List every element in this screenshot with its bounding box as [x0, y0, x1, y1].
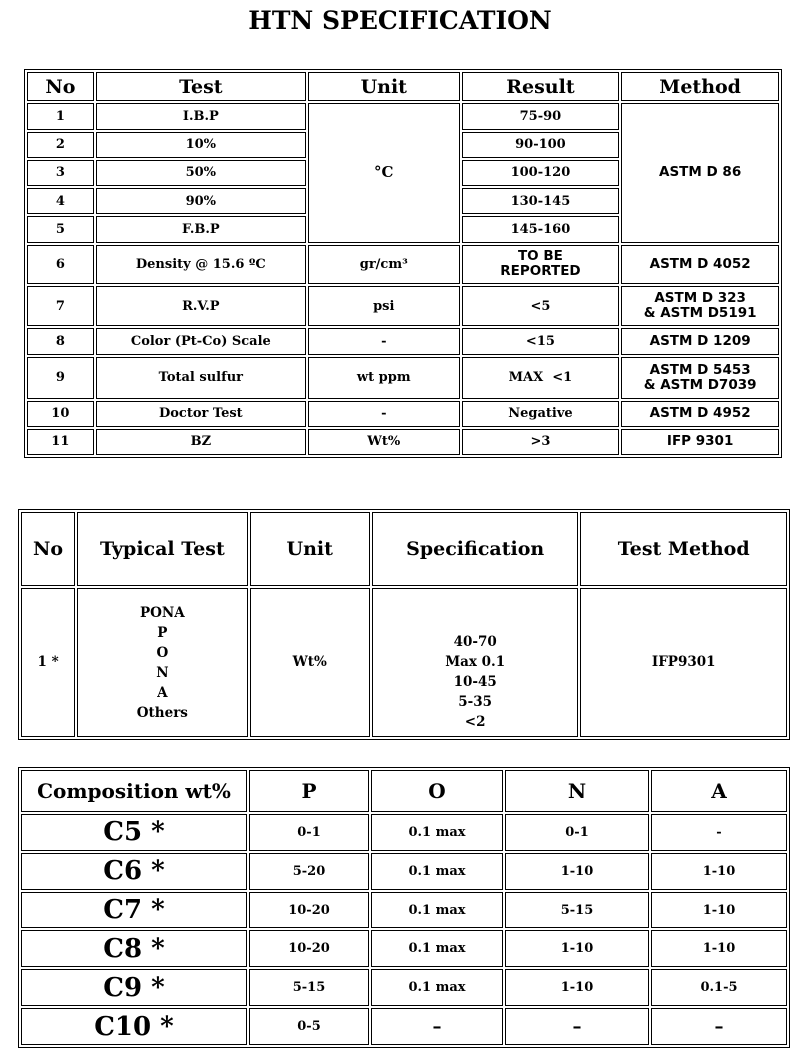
distillation-method: ASTM D 86 [621, 103, 779, 242]
row-result: 130-145 [462, 188, 620, 214]
header-n: N [505, 770, 649, 812]
table-header-row [27, 72, 779, 101]
row-test: 10% [96, 132, 306, 158]
row-p: 0-5 [249, 1008, 369, 1045]
row-p: 5-20 [249, 853, 369, 890]
row-test: BZ [96, 429, 306, 455]
header-result: Result [462, 72, 620, 101]
htn-spec-table [24, 69, 782, 458]
page-title: HTN SPECIFICATION [248, 6, 552, 35]
row-result: 75-90 [462, 103, 620, 129]
row-specifications [372, 588, 579, 737]
spec-line: 10-45 [453, 673, 497, 690]
row-method: IFP 9301 [621, 429, 779, 455]
row-result: <15 [462, 328, 620, 354]
row-a: 0.1-5 [651, 969, 787, 1006]
row-n: 0-1 [505, 814, 649, 851]
result-line: REPORTED [500, 263, 581, 280]
row-test: Density @ 15.6 ºC [96, 245, 306, 285]
row-composition: C9 * [21, 969, 247, 1006]
row-n: 1-10 [505, 969, 649, 1006]
header-method: Method [621, 72, 779, 101]
test-line: Others [136, 704, 188, 721]
row-test: R.V.P [96, 286, 306, 326]
row-method [621, 357, 779, 399]
row-unit: psi [308, 286, 460, 326]
row-result: MAX <1 [462, 357, 620, 399]
row-test: I.B.P [96, 103, 306, 129]
table-row [21, 892, 787, 929]
row-result: Negative [462, 401, 620, 427]
header-test-method: Test Method [580, 512, 787, 586]
row-p: 5-15 [249, 969, 369, 1006]
row-unit: gr/cm³ [308, 245, 460, 285]
row-method: ASTM D 4052 [621, 245, 779, 285]
row-o: 0.1 max [371, 969, 503, 1006]
row-no: 3 [27, 160, 94, 186]
table-row [21, 588, 787, 737]
row-composition: C5 * [21, 814, 247, 851]
row-unit: wt ppm [308, 357, 460, 399]
row-composition: C8 * [21, 930, 247, 967]
spec-line: Max 0.1 [445, 653, 506, 670]
table-row [27, 328, 779, 354]
header-test: Test [96, 72, 306, 101]
row-o: – [371, 1008, 503, 1045]
method-line: ASTM D 323 [654, 290, 746, 307]
table-row [21, 1008, 787, 1045]
method-line: & ASTM D5191 [643, 305, 757, 322]
row-p: 10-20 [249, 930, 369, 967]
row-unit: - [308, 328, 460, 354]
row-no: 1 [27, 103, 94, 129]
method-line: & ASTM D7039 [643, 376, 757, 393]
header-composition: Composition wt% [21, 770, 247, 812]
row-n: 5-15 [505, 892, 649, 929]
row-no: 4 [27, 188, 94, 214]
table-row [21, 814, 787, 851]
row-composition: C7 * [21, 892, 247, 929]
row-result: >3 [462, 429, 620, 455]
row-method: ASTM D 1209 [621, 328, 779, 354]
test-line: P [157, 624, 168, 641]
row-test: Total sulfur [96, 357, 306, 399]
table-row [27, 103, 779, 129]
test-line: PONA [139, 604, 185, 621]
header-unit: Unit [308, 72, 460, 101]
spec-line: <2 [464, 713, 486, 730]
row-result: 100-120 [462, 160, 620, 186]
row-o: 0.1 max [371, 892, 503, 929]
row-no: 1 * [21, 588, 75, 737]
table-row [27, 357, 779, 399]
table-row [21, 930, 787, 967]
row-test: 90% [96, 188, 306, 214]
row-composition: C6 * [21, 853, 247, 890]
result-line: TO BE [517, 248, 563, 265]
row-result: <5 [462, 286, 620, 326]
row-method: ASTM D 4952 [621, 401, 779, 427]
row-unit: Wt% [250, 588, 370, 737]
row-no: 6 [27, 245, 94, 285]
table-header-row [21, 770, 787, 812]
row-test: 50% [96, 160, 306, 186]
row-no: 10 [27, 401, 94, 427]
row-a: - [651, 814, 787, 851]
row-method [621, 286, 779, 326]
row-no: 7 [27, 286, 94, 326]
table-row [27, 245, 779, 285]
table-row [27, 429, 779, 455]
spec-line: 5-35 [458, 693, 493, 710]
test-line: A [157, 684, 168, 701]
row-no: 9 [27, 357, 94, 399]
row-test: F.B.P [96, 216, 306, 242]
row-n: 1-10 [505, 853, 649, 890]
row-no: 5 [27, 216, 94, 242]
row-test: Color (Pt-Co) Scale [96, 328, 306, 354]
test-line: O [156, 644, 169, 661]
header-unit: Unit [250, 512, 370, 586]
composition-table [18, 767, 790, 1048]
row-p: 10-20 [249, 892, 369, 929]
row-a: 1-10 [651, 853, 787, 890]
row-unit: Wt% [308, 429, 460, 455]
method-line: ASTM D 5453 [649, 361, 751, 378]
header-typical-test: Typical Test [77, 512, 247, 586]
header-p: P [249, 770, 369, 812]
table-row [27, 401, 779, 427]
row-a: 1-10 [651, 930, 787, 967]
header-a: A [651, 770, 787, 812]
row-test: Doctor Test [96, 401, 306, 427]
row-no: 8 [27, 328, 94, 354]
row-composition: C10 * [21, 1008, 247, 1045]
header-o: O [371, 770, 503, 812]
row-result [462, 245, 620, 285]
table-row [21, 853, 787, 890]
row-o: 0.1 max [371, 814, 503, 851]
row-n: – [505, 1008, 649, 1045]
row-p: 0-1 [249, 814, 369, 851]
row-typical-tests [77, 588, 247, 737]
test-line: N [156, 664, 169, 681]
row-a: – [651, 1008, 787, 1045]
row-test-method: IFP9301 [580, 588, 787, 737]
row-result: 90-100 [462, 132, 620, 158]
table-header-row [21, 512, 787, 586]
table-row [21, 969, 787, 1006]
row-result: 145-160 [462, 216, 620, 242]
spec-line: 40-70 [453, 633, 497, 650]
row-o: 0.1 max [371, 853, 503, 890]
row-o: 0.1 max [371, 930, 503, 967]
header-specification: Specification [372, 512, 579, 586]
row-unit: - [308, 401, 460, 427]
typical-test-table [18, 509, 790, 740]
row-n: 1-10 [505, 930, 649, 967]
table-row [27, 286, 779, 326]
row-a: 1-10 [651, 892, 787, 929]
distillation-unit: °C [308, 103, 460, 242]
header-no: No [27, 72, 94, 101]
row-no: 11 [27, 429, 94, 455]
row-no: 2 [27, 132, 94, 158]
header-no: No [21, 512, 75, 586]
